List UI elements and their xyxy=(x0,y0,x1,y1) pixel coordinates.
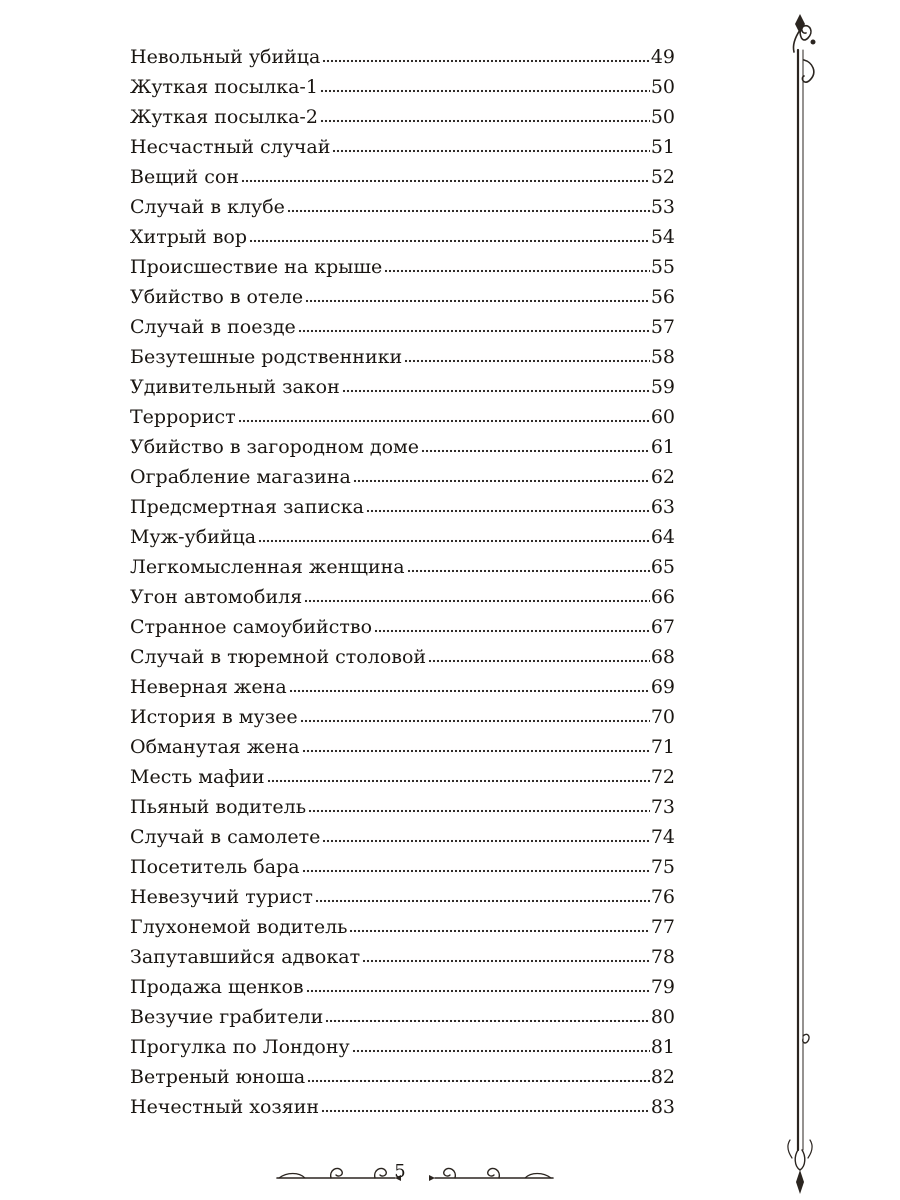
toc-entry-title: Нечестный хозяин xyxy=(130,1096,320,1118)
toc-entry-title: Продажа щенков xyxy=(130,976,304,998)
dot-leader xyxy=(352,1049,650,1053)
table-of-contents xyxy=(130,42,675,1122)
toc-entry-page: 52 xyxy=(650,166,675,188)
dot-leader xyxy=(428,659,650,663)
toc-entry-page: 68 xyxy=(650,646,675,668)
toc-entry xyxy=(130,432,675,462)
toc-entry xyxy=(130,462,675,492)
toc-entry-title: Легкомысленная женщина xyxy=(130,556,405,578)
toc-entry-page: 50 xyxy=(650,76,675,98)
toc-entry-page: 58 xyxy=(650,346,675,368)
toc-entry-title: Жуткая посылка-1 xyxy=(130,76,318,98)
toc-entry-page: 82 xyxy=(650,1066,675,1088)
toc-entry xyxy=(130,252,675,282)
toc-entry xyxy=(130,942,675,972)
dot-leader xyxy=(300,719,650,723)
toc-entry-page: 76 xyxy=(650,886,675,908)
toc-entry xyxy=(130,882,675,912)
toc-entry xyxy=(130,162,675,192)
toc-entry xyxy=(130,1002,675,1032)
toc-entry-page: 59 xyxy=(650,376,675,398)
toc-entry-page: 73 xyxy=(650,796,675,818)
toc-entry xyxy=(130,912,675,942)
toc-entry-title: Убийство в отеле xyxy=(130,286,304,308)
toc-entry xyxy=(130,972,675,1002)
dot-leader xyxy=(322,59,649,63)
toc-entry-page: 63 xyxy=(650,496,675,518)
toc-entry-page: 71 xyxy=(650,736,675,758)
dot-leader xyxy=(267,779,650,783)
dot-leader xyxy=(421,449,650,453)
dot-leader xyxy=(404,359,650,363)
toc-entry-title: Хитрый вор xyxy=(130,226,247,248)
toc-entry xyxy=(130,222,675,252)
toc-entry-title: Безутешные родственники xyxy=(130,346,403,368)
toc-entry-page: 80 xyxy=(650,1006,675,1028)
toc-entry-title: Вещий сон xyxy=(130,166,239,188)
dot-leader xyxy=(374,629,650,633)
page-footer xyxy=(250,1152,550,1192)
toc-entry-title: Случай в самолете xyxy=(130,826,321,848)
toc-entry-title: Предсмертная записка xyxy=(130,496,364,518)
toc-entry-title: Происшествие на крыше xyxy=(130,256,383,278)
dot-leader xyxy=(315,899,650,903)
toc-entry-page: 74 xyxy=(650,826,675,848)
toc-entry xyxy=(130,102,675,132)
toc-entry-page: 69 xyxy=(650,676,675,698)
toc-entry-page: 65 xyxy=(650,556,675,578)
dot-leader xyxy=(342,389,650,393)
toc-entry-page: 56 xyxy=(650,286,675,308)
dot-leader xyxy=(289,689,650,693)
toc-entry-page: 61 xyxy=(650,436,675,458)
toc-entry-page: 66 xyxy=(650,586,675,608)
toc-entry-page: 79 xyxy=(650,976,675,998)
toc-entry xyxy=(130,42,675,72)
dot-leader xyxy=(306,989,650,993)
dot-leader xyxy=(308,809,650,813)
toc-entry-page: 72 xyxy=(650,766,675,788)
toc-entry-page: 62 xyxy=(650,466,675,488)
dot-leader xyxy=(302,749,650,753)
toc-entry-page: 49 xyxy=(650,46,675,68)
dot-leader xyxy=(366,509,650,513)
dot-leader xyxy=(325,1019,650,1023)
toc-entry-title: Месть мафии xyxy=(130,766,265,788)
toc-entry-page: 81 xyxy=(650,1036,675,1058)
dot-leader xyxy=(353,479,650,483)
dot-leader xyxy=(321,1109,650,1113)
toc-entry-title: Несчастный случай xyxy=(130,136,331,158)
toc-entry xyxy=(130,192,675,222)
toc-entry-title: История в музее xyxy=(130,706,298,728)
toc-entry xyxy=(130,792,675,822)
dot-leader xyxy=(298,329,650,333)
toc-entry-title: Муж-убийца xyxy=(130,526,257,548)
toc-entry xyxy=(130,852,675,882)
toc-entry-page: 70 xyxy=(650,706,675,728)
toc-entry-title: Угон автомобиля xyxy=(130,586,303,608)
toc-entry xyxy=(130,672,675,702)
toc-entry-title: Везучие грабители xyxy=(130,1006,324,1028)
toc-entry xyxy=(130,822,675,852)
dot-leader xyxy=(332,149,649,153)
toc-entry xyxy=(130,282,675,312)
dot-leader xyxy=(307,1079,650,1083)
toc-entry-title: Неверная жена xyxy=(130,676,287,698)
toc-entry-title: Убийство в загородном доме xyxy=(130,436,420,458)
toc-entry-title: Случай в поезде xyxy=(130,316,296,338)
toc-entry-page: 55 xyxy=(650,256,675,278)
toc-entry xyxy=(130,552,675,582)
dot-leader xyxy=(304,599,650,603)
dot-leader xyxy=(258,539,650,543)
dot-leader xyxy=(362,959,650,963)
toc-entry-title: Ветреный юноша xyxy=(130,1066,306,1088)
toc-entry-title: Невезучий турист xyxy=(130,886,313,908)
dot-leader xyxy=(287,209,650,213)
dot-leader xyxy=(241,179,650,183)
dot-leader xyxy=(322,839,649,843)
toc-entry-title: Случай в тюремной столовой xyxy=(130,646,427,668)
toc-entry-title: Прогулка по Лондону xyxy=(130,1036,350,1058)
toc-entry xyxy=(130,702,675,732)
toc-entry xyxy=(130,312,675,342)
toc-entry xyxy=(130,372,675,402)
toc-entry-page: 51 xyxy=(650,136,675,158)
toc-entry-title: Глухонемой водитель xyxy=(130,916,348,938)
toc-entry xyxy=(130,132,675,162)
toc-entry xyxy=(130,1032,675,1062)
toc-entry-title: Удивительный закон xyxy=(130,376,340,398)
toc-entry-page: 50 xyxy=(650,106,675,128)
dot-leader xyxy=(384,269,650,273)
dot-leader xyxy=(305,299,650,303)
toc-entry xyxy=(130,1062,675,1092)
toc-entry-page: 54 xyxy=(650,226,675,248)
toc-entry xyxy=(130,762,675,792)
toc-entry-page: 64 xyxy=(650,526,675,548)
dot-leader xyxy=(320,119,650,123)
toc-entry xyxy=(130,612,675,642)
toc-entry-page: 60 xyxy=(650,406,675,428)
toc-entry-page: 77 xyxy=(650,916,675,938)
toc-entry-title: Пьяный водитель xyxy=(130,796,307,818)
toc-entry xyxy=(130,732,675,762)
toc-entry xyxy=(130,642,675,672)
dot-leader xyxy=(407,569,650,573)
toc-entry-page: 83 xyxy=(650,1096,675,1118)
toc-entry-title: Случай в клубе xyxy=(130,196,285,218)
toc-entry-title: Посетитель бара xyxy=(130,856,300,878)
toc-entry-title: Террорист xyxy=(130,406,236,428)
toc-entry-page: 78 xyxy=(650,946,675,968)
toc-entry-title: Ограбление магазина xyxy=(130,466,351,488)
dot-leader xyxy=(249,239,650,243)
toc-entry-page: 75 xyxy=(650,856,675,878)
toc-entry xyxy=(130,402,675,432)
toc-entry xyxy=(130,72,675,102)
toc-entry-title: Обманутая жена xyxy=(130,736,300,758)
toc-entry xyxy=(130,342,675,372)
toc-entry-page: 67 xyxy=(650,616,675,638)
page-number: 5 xyxy=(394,1161,406,1182)
right-swirl-flourish-icon xyxy=(425,1162,555,1186)
toc-entry xyxy=(130,582,675,612)
vertical-ornament-rule-icon xyxy=(780,0,850,1200)
toc-entry xyxy=(130,522,675,552)
toc-entry-page: 57 xyxy=(650,316,675,338)
toc-entry-title: Запутавшийся адвокат xyxy=(130,946,361,968)
toc-entry-title: Жуткая посылка-2 xyxy=(130,106,318,128)
dot-leader xyxy=(302,869,650,873)
toc-entry xyxy=(130,1092,675,1122)
toc-entry-title: Странное самоубийство xyxy=(130,616,373,638)
toc-entry-title: Невольный убийца xyxy=(130,46,321,68)
dot-leader xyxy=(320,89,650,93)
toc-entry-page: 53 xyxy=(650,196,675,218)
toc-entry xyxy=(130,492,675,522)
dot-leader xyxy=(238,419,650,423)
dot-leader xyxy=(349,929,649,933)
